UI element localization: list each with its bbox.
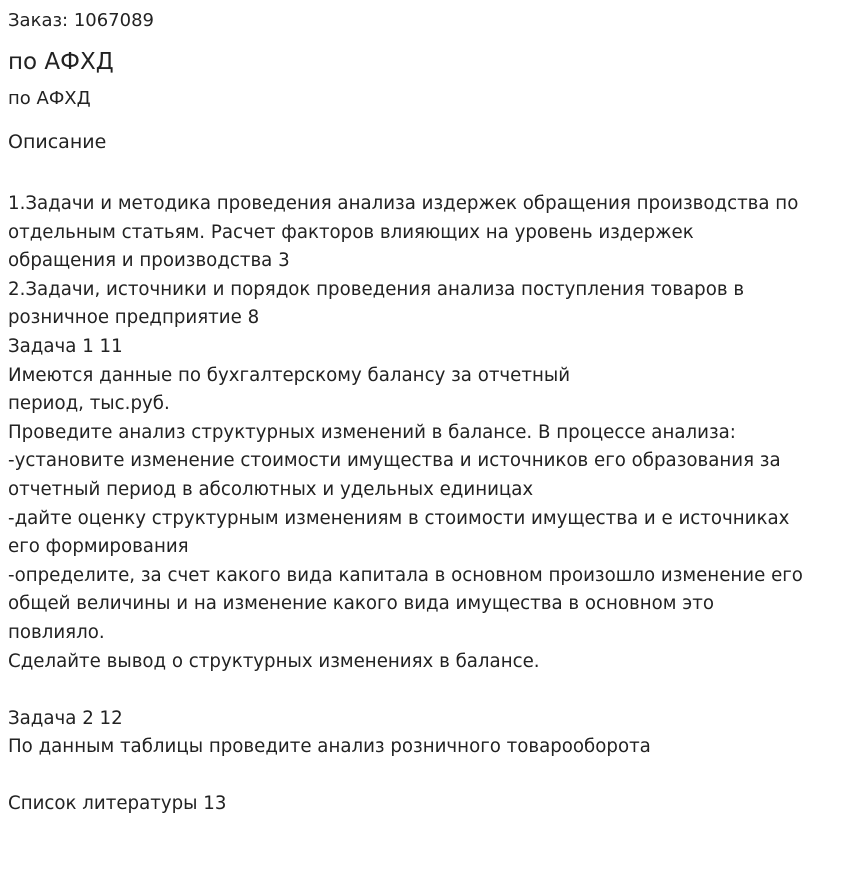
description-line: период, тыс.руб. [8, 393, 170, 415]
description-line: По данным таблицы проведите анализ розничного товарооборота [8, 736, 651, 758]
description-line: -дайте оценку структурным изменениям в стоимости имущества и е источниках [8, 507, 790, 529]
description-line: отчетный период в абсолютных и удельных единицах [8, 478, 534, 500]
page-title: по АФХД [8, 49, 114, 75]
description-line: Имеются данные по бухгалтерскому балансу за отчетный [8, 364, 571, 386]
description-line: Задача 2 12 [8, 707, 123, 729]
description-line: Задача 1 11 [8, 335, 123, 357]
description-line: отдельным статьям. Расчет факторов влияющих на уровень издержек [8, 221, 694, 243]
description-line: розничное предприятие 8 [8, 307, 260, 329]
description-line: обращения и производства 3 [8, 250, 290, 272]
description-heading: Описание [8, 131, 107, 153]
description-line: 2.Задачи, источники и порядок проведения анализа поступления товаров в [8, 278, 745, 300]
description-line: его формирования [8, 536, 189, 558]
page-subtitle: по АФХД [8, 88, 91, 109]
description-line: Список литературы 13 [8, 793, 227, 815]
order-number: Заказ: 1067089 [8, 10, 154, 31]
description-line: повлияло. [8, 621, 105, 643]
description-line: общей величины и на изменение какого вида имущества в основном это [8, 593, 714, 615]
description-line [8, 676, 844, 705]
description-line: 1.Задачи и методика проведения анализа издержек обращения производства по [8, 193, 799, 214]
description-line: Сделайте вывод о структурных изменениях в балансе. [8, 650, 540, 672]
description-body [8, 190, 844, 819]
description-line: Проведите анализ структурных изменений в балансе. В процессе анализа: [8, 421, 736, 443]
description-line [8, 762, 844, 791]
description-line: -установите изменение стоимости имущества и источников его образования за [8, 450, 781, 472]
description-line: -определите, за счет какого вида капитала в основном произошло изменение его [8, 564, 803, 586]
